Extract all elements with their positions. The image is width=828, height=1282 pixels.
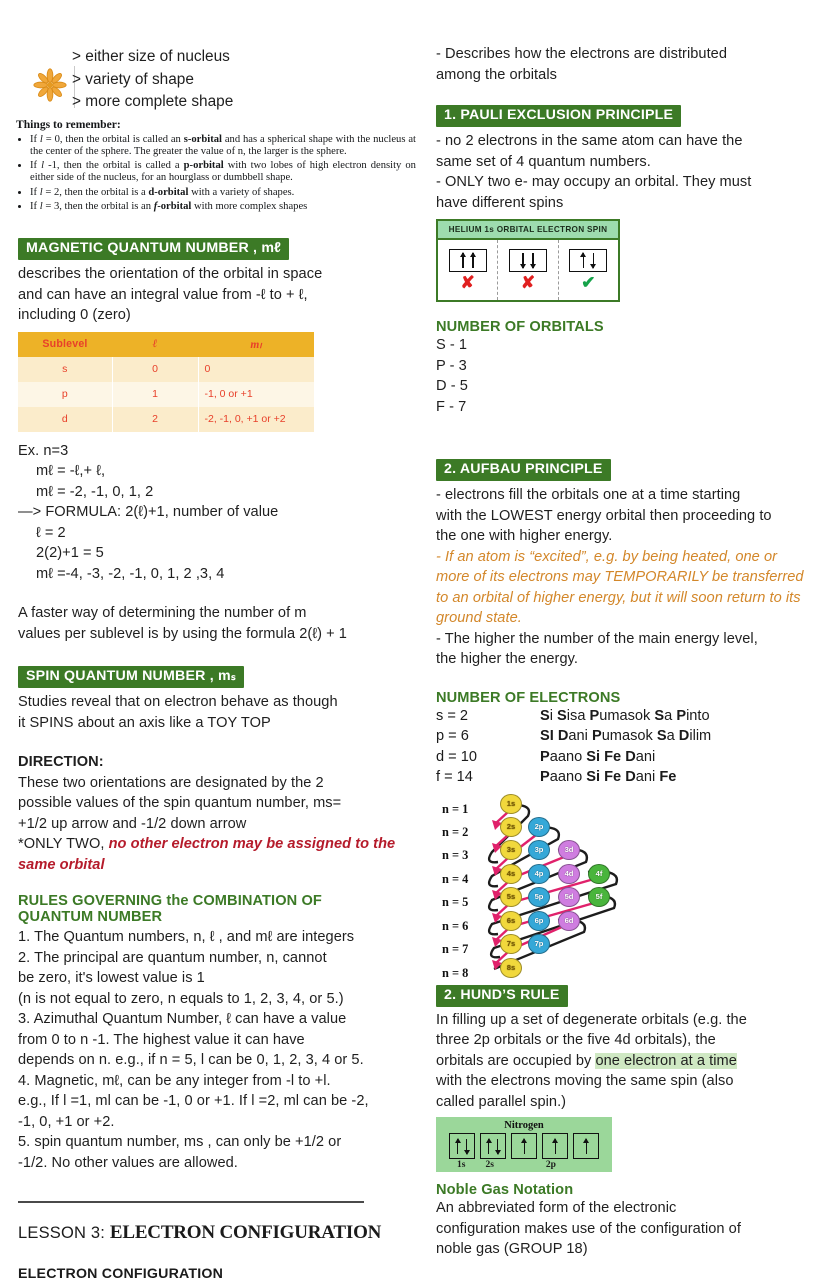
number-of-electrons-list [436, 706, 812, 788]
electron-mnemonic: Paano Si Fe Dani Fe [540, 769, 677, 785]
direction-line: These two orientations are designated by the 2 [18, 774, 324, 791]
magnetic-quantum-heading: MAGNETIC QUANTUM NUMBER , mℓ [18, 238, 289, 260]
noble-gas-heading: Noble Gas Notation [436, 1182, 574, 1198]
electron-configuration-subhead: ELECTRON CONFIGURATION [18, 1266, 224, 1282]
energy-level-label: n = 7 [442, 941, 469, 956]
helium-case-down-down [497, 240, 557, 300]
cell-ml: 0 [198, 357, 314, 382]
noble-gas-line: configuration makes use of the configuration of [436, 1220, 741, 1237]
electron-row [436, 747, 812, 768]
hund-heading: 2. HUND’S RULE [436, 985, 568, 1007]
example-line: ℓ = 2 [36, 524, 66, 541]
example-line: mℓ = -2, -1, 0, 1, 2 [36, 483, 154, 500]
nitrogen-orbital-diagram [436, 1117, 612, 1172]
faster-way-note [18, 603, 410, 644]
aufbau-body [436, 485, 812, 670]
rule-line: 4. Magnetic, mℓ, can be any integer from -l to +l. [18, 1072, 331, 1089]
hund-line: called parallel spin.) [436, 1093, 567, 1110]
only-two-note [18, 834, 410, 875]
orbital-bubble-1s: 1s [500, 794, 522, 814]
nitrogen-orbital-2p-3 [573, 1133, 599, 1159]
table-header-row [18, 332, 314, 357]
hund-line: In filling up a set of degenerate orbitals (e.g. the [436, 1011, 747, 1028]
column-header-ml: mₗ [198, 332, 314, 357]
table-row [18, 357, 314, 382]
magnetic-description-line: including 0 (zero) [18, 307, 131, 323]
spin-description-line: Studies reveal that on electron behave as though [18, 694, 338, 710]
table-row [18, 382, 314, 407]
list-item: • If l = 3, then the orbital is an f-orbital with more complex shapes [30, 201, 416, 213]
direction-line: possible values of the spin quantum number, ms= [18, 795, 342, 811]
rule-line: e.g., If l =1, ml can be -1, 0 or +1. If l =2, ml can be -2, [18, 1093, 369, 1109]
faster-way-line: A faster way of determining the number of m [18, 605, 307, 621]
faster-way-line: values per sublevel is by using the formula 2(ℓ) + 1 [18, 625, 347, 642]
table-row [18, 407, 314, 432]
rule-line: (n is not equal to zero, n equals to 1, 2, 3, 4, or 5.) [18, 990, 344, 1007]
arrow-down-icon [590, 252, 597, 269]
magnetic-description-line: and can have an integral value from -ℓ to + ℓ, [18, 286, 308, 303]
electron-row [436, 706, 812, 727]
hund-highlight: one electron at a time [595, 1052, 737, 1069]
orbital-bubble-3s: 3s [500, 840, 522, 860]
magnetic-description-line: describes the orientation of the orbital in space [18, 266, 323, 282]
column-header-sublevel: Sublevel [18, 332, 112, 357]
electron-key: d = 10 [436, 748, 477, 765]
arrow-down-icon [519, 252, 526, 269]
lesson-name: ELECTRON CONFIGURATION [109, 1222, 382, 1243]
arrow-up-icon [454, 1138, 461, 1155]
hund-line-prefix: orbitals are occupied by [436, 1052, 596, 1069]
nitrogen-orbital-2p-1 [511, 1133, 537, 1159]
orbital-count-line: S - 1 [436, 337, 468, 353]
electron-key: s = 2 [436, 707, 469, 724]
rule-line: 5. spin quantum number, ms , can only be +1/2 or [18, 1134, 342, 1150]
orbital-bubble-2p: 2p [528, 817, 550, 837]
orbital-bubble-5p: 5p [528, 887, 550, 907]
direction-line: +1/2 up arrow and -1/2 down arrow [18, 815, 247, 832]
rules-list [18, 927, 410, 1173]
orbital-box [509, 249, 547, 272]
list-item: • If l -1, then the orbital is called a p-orbital with two lobes of high electron density on either side of the nucleus, for an hourglass or dumbbell shape. [30, 160, 416, 184]
right-intro [436, 44, 812, 85]
orbital-bubble-5s: 5s [500, 887, 522, 907]
nitrogen-orbital-2s [480, 1133, 506, 1159]
hund-body [436, 1010, 812, 1113]
electron-mnemonic: Paano Si Fe Dani [540, 748, 656, 765]
example-line: 2(2)+1 = 5 [36, 545, 104, 561]
bullet-item: > variety of shape [72, 70, 194, 88]
arrow-down-icon [463, 1138, 470, 1155]
hund-line: with the electrons moving the same spin (also [436, 1073, 734, 1089]
bullet-item: > more complete shape [72, 93, 234, 110]
orbital-bubble-5d: 5d [558, 887, 580, 907]
things-to-remember-list [16, 134, 416, 213]
aufbau-excited-note: - If an atom is “excited”, e.g. by being heated, one or more of its electrons may TEMPORARILY be transferred to an orbital of higher energy, but it will soon return to its ground state. [436, 548, 804, 626]
lesson-title [18, 1222, 410, 1244]
section-divider [18, 1201, 364, 1203]
orbital-bubble-4s: 4s [500, 864, 522, 884]
nitrogen-orbital-1s [449, 1133, 475, 1159]
nitrogen-orbital-2p-2 [542, 1133, 568, 1159]
rule-line: 2. The principal are quantum number, n, cannot [18, 949, 327, 966]
column-header-l: ℓ [112, 332, 198, 357]
orbital-bubble-4d: 4d [558, 864, 580, 884]
cell-l: 1 [112, 382, 198, 407]
things-to-remember-title: Things to remember: [16, 118, 121, 131]
number-of-orbitals-heading: NUMBER OF ORBITALS [436, 319, 604, 335]
electron-mnemonic: SI Dani Pumasok Sa Dilim [540, 728, 712, 744]
only-two-emphasis: no other electron may be assigned to the same orbital [18, 836, 396, 873]
orbital-bubble-4f: 4f [588, 864, 610, 884]
right-intro-line: among the orbitals [436, 66, 557, 83]
orbital-bubble-7p: 7p [528, 934, 550, 954]
arrow-up-icon [580, 252, 587, 269]
aufbau-line: the one with higher energy. [436, 528, 613, 544]
energy-level-label: n = 4 [442, 871, 469, 886]
magnetic-description [18, 264, 410, 326]
rule-line: 1. The Quantum numbers, n, ℓ , and mℓ are integers [18, 929, 355, 945]
orbital-count-line: F - 7 [436, 398, 467, 415]
only-two-prefix: *ONLY TWO, [18, 836, 109, 852]
things-to-remember-block [16, 118, 416, 215]
arrow-down-icon [529, 252, 536, 269]
list-item: • If l = 0, then the orbital is called an s-orbital and has a spherical shape with the nucleus at the center of the sphere. The greater the value of n, the larger is the sphere. [30, 134, 416, 158]
pauli-heading: 1. PAULI EXCLUSION PRINCIPLE [436, 105, 681, 127]
lesson-prefix: LESSON 3: [18, 1224, 110, 1242]
energy-level-label: n = 5 [442, 894, 469, 909]
orbital-bubble-2s: 2s [500, 817, 522, 837]
cell-l: 2 [112, 407, 198, 432]
cross-icon: ✘ [460, 273, 475, 292]
rule-line: be zero, it's lowest value is 1 [18, 970, 205, 986]
orbital-bubble-3d: 3d [558, 840, 580, 860]
hund-line: three 2p orbitals or the five 4d orbitals), the [436, 1032, 716, 1048]
orbital-count-line: P - 3 [436, 357, 467, 374]
cell-sublevel: s [18, 357, 112, 382]
nitrogen-diagram-title: Nitrogen [504, 1120, 544, 1131]
arrow-up-icon [469, 252, 476, 269]
cell-sublevel: p [18, 382, 112, 407]
arrow-up-icon [552, 1138, 559, 1155]
number-of-electrons-heading: NUMBER OF ELECTRONS [436, 689, 621, 706]
aufbau-line: the higher the energy. [436, 651, 578, 667]
orbital-count-line: D - 5 [436, 378, 468, 394]
energy-level-label: n = 6 [442, 918, 469, 933]
cross-icon: ✘ [520, 273, 536, 292]
energy-level-label: n = 2 [442, 824, 469, 839]
arrow-up-icon [583, 1138, 590, 1155]
orbital-box [449, 249, 487, 272]
left-column [18, 238, 410, 1282]
orbital-bubble-7s: 7s [500, 934, 522, 954]
noble-gas-line: An abbreviated form of the electronic [436, 1200, 677, 1216]
check-icon: ✔ [581, 273, 596, 292]
orbital-bubble-3p: 3p [528, 840, 550, 860]
orbital-bubble-8s: 8s [500, 958, 522, 978]
energy-level-label: n = 3 [442, 847, 469, 862]
orbital-box [569, 249, 607, 272]
spin-description-line: it SPINS about an axis like a TOY TOP [18, 714, 271, 731]
nitrogen-label-1s: 1s [457, 1160, 466, 1170]
aufbau-line: with the LOWEST energy orbital then proceeding to [436, 507, 772, 524]
rule-line: depends on n. e.g., if n = 5, l can be 0, 1, 2, 3, 4 or 5. [18, 1052, 364, 1068]
noble-gas-line: noble gas (GROUP 18) [436, 1241, 588, 1257]
energy-level-label: n = 8 [442, 965, 469, 980]
arrow-up-icon [459, 252, 466, 269]
orbital-bubble-6p: 6p [528, 911, 550, 931]
rule-line: 3. Azimuthal Quantum Number, ℓ can have a value [18, 1011, 347, 1027]
nitrogen-label-2p: 2p [545, 1160, 556, 1170]
right-column [436, 44, 812, 1260]
helium-case-up-up [438, 240, 497, 300]
spin-quantum-heading: SPIN QUANTUM NUMBER , mₛ [18, 666, 244, 688]
noble-gas-body [436, 1198, 812, 1260]
spin-description [18, 692, 410, 733]
electron-key: f = 14 [436, 769, 473, 785]
pauli-line: same set of 4 quantum numbers. [436, 153, 651, 170]
helium-case-up-down [558, 240, 618, 300]
electron-row [436, 767, 812, 788]
electron-row [436, 726, 812, 747]
cell-ml: -1, 0 or +1 [198, 382, 314, 407]
nitrogen-label-2s: 2s [485, 1160, 494, 1170]
cell-l: 0 [112, 357, 198, 382]
electron-key: p = 6 [436, 728, 469, 744]
direction-block [18, 752, 410, 875]
electron-mnemonic: Si Sisa Pumasok Sa Pinto [540, 707, 710, 724]
cell-sublevel: d [18, 407, 112, 432]
number-of-orbitals-list [436, 335, 812, 417]
pauli-body [436, 131, 812, 213]
cell-ml: -2, -1, 0, +1 or +2 [198, 407, 314, 432]
example-line: mℓ = -ℓ,+ ℓ, [36, 463, 106, 479]
helium-spin-diagram [436, 219, 620, 302]
aufbau-line: - electrons fill the orbitals one at a time starting [436, 487, 741, 503]
aufbau-heading: 2. AUFBAU PRINCIPLE [436, 459, 611, 481]
aufbau-diagonal-diagram [442, 792, 692, 980]
orbital-bubble-5f: 5f [588, 887, 610, 907]
pauli-line: have different spins [436, 194, 564, 211]
example-line: —> FORMULA: 2(ℓ)+1, number of value [18, 504, 279, 520]
energy-level-label: n = 1 [442, 801, 469, 816]
right-intro-line: - Describes how the electrons are distributed [436, 46, 728, 62]
magnetic-example [18, 441, 410, 585]
helium-diagram-title: HELIUM 1s ORBITAL ELECTRON SPIN [438, 221, 618, 240]
example-line: Ex. n=3 [18, 442, 69, 459]
arrow-up-icon [521, 1138, 528, 1155]
rule-line: from 0 to n -1. The highest value it can have [18, 1031, 305, 1048]
orbital-bubble-6s: 6s [500, 911, 522, 931]
pauli-line: - ONLY two e- may occupy an orbital. They must [436, 174, 752, 190]
top-bullet-list [72, 46, 402, 114]
flower-asterisk-icon [32, 68, 68, 102]
direction-label: DIRECTION: [18, 754, 104, 770]
arrow-up-icon [485, 1138, 492, 1155]
rule-line: -1, 0, +1 or +2. [18, 1113, 115, 1130]
example-line: mℓ =-4, -3, -2, -1, 0, 1, 2 ,3, 4 [36, 565, 225, 582]
pauli-line: - no 2 electrons in the same atom can have the [436, 133, 743, 149]
list-item: • If l = 2, then the orbital is a d-orbital with a variety of shapes. [30, 187, 416, 199]
aufbau-line: - The higher the number of the main energy level, [436, 630, 758, 647]
orbital-bubble-6d: 6d [558, 911, 580, 931]
bullet-item: > either size of nucleus [72, 48, 230, 65]
rule-line: -1/2. No other values are allowed. [18, 1154, 238, 1171]
orbital-bubble-4p: 4p [528, 864, 550, 884]
rules-heading-line1: RULES GOVERNING the COMBINATION OF [18, 893, 322, 909]
sublevel-table [18, 332, 314, 432]
arrow-down-icon [494, 1138, 501, 1155]
hund-line-highlighted [436, 1051, 812, 1072]
rules-heading-line2: QUANTUM NUMBER [18, 909, 163, 925]
